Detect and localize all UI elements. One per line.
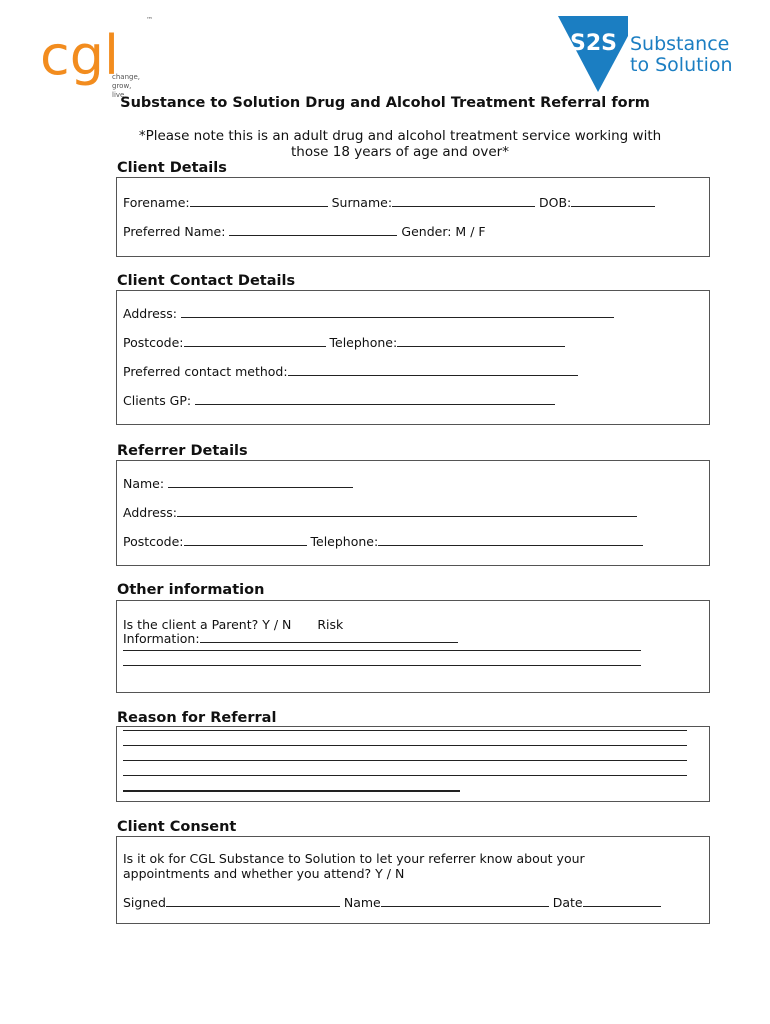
dob-label: DOB:	[539, 195, 572, 210]
reason-line-3[interactable]	[123, 760, 687, 761]
referrer-name-row	[123, 476, 353, 491]
client-gp-label: Clients GP:	[123, 393, 192, 408]
referrer-address-label: Address:	[123, 505, 177, 520]
risk-info-line-1[interactable]	[123, 650, 641, 651]
client-details-row1	[123, 195, 655, 210]
cgl-logo	[40, 12, 160, 107]
reason-line-5[interactable]	[123, 790, 460, 792]
age-note	[110, 128, 690, 160]
s2s-name-line2: to Solution	[630, 54, 733, 76]
dob-field[interactable]	[571, 196, 655, 207]
consent-heading: Client Consent	[117, 819, 237, 835]
contact-method-row	[123, 364, 578, 379]
preferred-name-field[interactable]	[229, 225, 397, 236]
cgl-tagline-3: live	[112, 91, 125, 99]
risk-label: Risk	[317, 617, 344, 632]
referrer-telephone-label: Telephone:	[310, 534, 379, 549]
cgl-logo-text: cgl	[40, 24, 119, 87]
consent-name-label: Name	[343, 895, 381, 910]
consent-question-line1: Is it ok for CGL Substance to Solution to let your referrer know about your	[123, 851, 585, 866]
gender-label[interactable]: Gender: M / F	[401, 224, 486, 239]
referrer-name-label: Name:	[123, 476, 165, 491]
form-title: Substance to Solution Drug and Alcohol Treatment Referral form	[120, 95, 650, 111]
consent-question-line2[interactable]: appointments and whether you attend? Y / N	[123, 866, 405, 881]
reason-line-4[interactable]	[123, 775, 687, 776]
risk-info-line-2[interactable]	[123, 665, 641, 666]
date-label: Date	[552, 895, 583, 910]
contact-method-label: Preferred contact method:	[123, 364, 288, 379]
other-info-heading: Other information	[117, 582, 265, 598]
surname-field[interactable]	[392, 196, 535, 207]
forename-field[interactable]	[190, 196, 328, 207]
s2s-name-line1: Substance	[630, 33, 730, 55]
referrer-heading: Referrer Details	[117, 443, 248, 459]
s2s-name	[630, 34, 733, 76]
client-address-row	[123, 306, 614, 321]
client-contact-heading: Client Contact Details	[117, 273, 296, 289]
age-note-line2: those 18 years of age and over*	[291, 144, 509, 160]
consent-signature-row	[123, 895, 661, 910]
risk-information-label: Information:	[123, 631, 200, 646]
consent-name-field[interactable]	[381, 896, 549, 907]
referrer-postcode-label: Postcode:	[123, 534, 184, 549]
client-details-box	[116, 177, 710, 257]
referrer-address-field[interactable]	[177, 506, 637, 517]
client-telephone-label: Telephone:	[329, 335, 398, 350]
client-gp-row	[123, 393, 555, 408]
cgl-tagline-1: change,	[112, 73, 140, 81]
client-address-field[interactable]	[181, 307, 614, 318]
client-gp-field[interactable]	[195, 394, 555, 405]
client-address-label: Address:	[123, 306, 177, 321]
client-telephone-field[interactable]	[397, 336, 565, 347]
cgl-tagline-2: grow,	[112, 82, 132, 90]
referrer-telephone-field[interactable]	[378, 535, 643, 546]
client-postcode-field[interactable]	[184, 336, 326, 347]
client-postcode-row	[123, 335, 565, 350]
client-details-row2	[123, 224, 486, 239]
risk-info-row	[123, 631, 458, 646]
date-field[interactable]	[583, 896, 661, 907]
forename-label: Forename:	[123, 195, 190, 210]
parent-question[interactable]: Is the client a Parent? Y / N	[123, 617, 292, 632]
contact-method-field[interactable]	[288, 365, 578, 376]
reason-heading: Reason for Referral	[117, 710, 277, 726]
referrer-postcode-field[interactable]	[184, 535, 307, 546]
signed-field[interactable]	[166, 896, 340, 907]
referrer-address-row	[123, 505, 637, 520]
parent-row	[123, 617, 343, 632]
client-postcode-label: Postcode:	[123, 335, 184, 350]
preferred-name-label: Preferred Name:	[123, 224, 226, 239]
reason-line-1[interactable]	[123, 730, 687, 731]
other-info-box	[116, 600, 710, 693]
age-note-line1: *Please note this is an adult drug and alcohol treatment service working with	[138, 128, 662, 144]
risk-information-field[interactable]	[200, 632, 458, 643]
referrer-name-field[interactable]	[168, 477, 353, 488]
reason-line-2[interactable]	[123, 745, 687, 746]
cgl-tm: ™	[146, 16, 153, 24]
referrer-postcode-row	[123, 534, 643, 549]
consent-question	[123, 851, 585, 881]
client-details-heading: Client Details	[117, 160, 227, 176]
surname-label: Surname:	[331, 195, 393, 210]
signed-label: Signed	[123, 895, 166, 910]
s2s-badge-text: S2S	[570, 31, 617, 56]
